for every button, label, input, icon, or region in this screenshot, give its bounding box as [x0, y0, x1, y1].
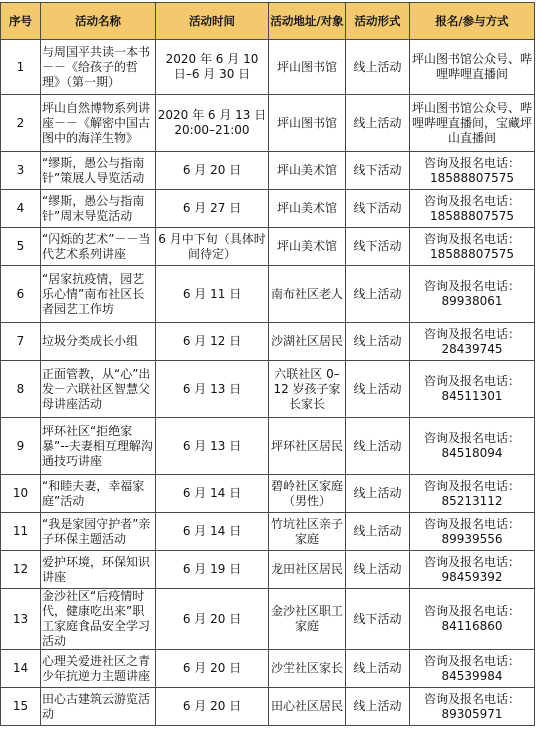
cell-activity-place: 六联社区 0–12 岁孩子家长家长: [269, 361, 346, 418]
cell-signup-method: 咨询及报名电话：89938061: [410, 266, 535, 323]
cell-activity-name: 坪环社区“拒绝家暴”--夫妻相互理解沟通技巧讲座: [41, 418, 156, 475]
cell-activity-place: 坪山图书馆: [269, 95, 346, 152]
cell-no: 5: [1, 228, 41, 266]
cell-no: 1: [1, 40, 41, 95]
cell-no: 9: [1, 418, 41, 475]
table-row: [1, 418, 535, 475]
col-header-no: 序号: [1, 3, 41, 40]
cell-activity-form: 线下活动: [346, 228, 410, 266]
col-header-name: 活动名称: [41, 3, 156, 40]
cell-signup-method: 坪山图书馆公众号、哔哩哔哩直播间，宝藏坪山直播间: [410, 95, 535, 152]
cell-activity-name: “和睦夫妻，幸福家庭”活动: [41, 475, 156, 513]
cell-activity-time: 6 月 14 日: [156, 475, 269, 513]
cell-signup-method: 咨询及报名电话：18588807575: [410, 190, 535, 228]
cell-activity-time: 6 月 20 日: [156, 688, 269, 726]
cell-activity-place: 龙田社区居民: [269, 551, 346, 589]
cell-signup-method: 咨询及报名电话：84539984: [410, 650, 535, 688]
table-row: [1, 361, 535, 418]
cell-no: 15: [1, 688, 41, 726]
cell-activity-form: 线上活动: [346, 418, 410, 475]
cell-activity-name: 金沙社区“后疫情时代，健康吃出来”职工家庭食品安全学习活动: [41, 589, 156, 650]
cell-activity-name: 心理关爱进社区之青少年抗逆力主题讲座: [41, 650, 156, 688]
table-row: [1, 266, 535, 323]
cell-no: 11: [1, 513, 41, 551]
cell-no: 13: [1, 589, 41, 650]
col-header-time: 活动时间: [156, 3, 269, 40]
cell-activity-name: 正面管教，从“心”出发－六联社区智慧父母讲座活动: [41, 361, 156, 418]
cell-signup-method: 咨询及报名电话：84518094: [410, 418, 535, 475]
cell-activity-place: 田心社区居民: [269, 688, 346, 726]
cell-activity-place: 坪山图书馆: [269, 40, 346, 95]
cell-no: 6: [1, 266, 41, 323]
col-header-form: 活动形式: [346, 3, 410, 40]
cell-activity-place: 碧岭社区家庭（男性）: [269, 475, 346, 513]
cell-signup-method: 咨询及报名电话：84511301: [410, 361, 535, 418]
cell-activity-name: 坪山自然博物系列讲座－－《解密中国古图中的海洋生物》: [41, 95, 156, 152]
cell-activity-place: 沙坣社区家长: [269, 650, 346, 688]
cell-signup-method: 咨询及报名电话：28439745: [410, 323, 535, 361]
table-row: [1, 190, 535, 228]
cell-no: 7: [1, 323, 41, 361]
cell-activity-name: “缪斯，愚公与指南针”周末导览活动: [41, 190, 156, 228]
cell-signup-method: 咨询及报名电话：89305971: [410, 688, 535, 726]
cell-activity-form: 线上活动: [346, 361, 410, 418]
cell-activity-time: 6 月 20 日: [156, 589, 269, 650]
cell-activity-form: 线上活动: [346, 266, 410, 323]
cell-no: 8: [1, 361, 41, 418]
cell-activity-form: 线下活动: [346, 589, 410, 650]
cell-activity-form: 线上活动: [346, 551, 410, 589]
cell-activity-name: 田心古建筑云游览活动: [41, 688, 156, 726]
cell-activity-form: 线下活动: [346, 152, 410, 190]
cell-activity-time: 6 月 20 日: [156, 152, 269, 190]
cell-activity-place: 坪山美术馆: [269, 152, 346, 190]
cell-activity-form: 线上活动: [346, 688, 410, 726]
cell-signup-method: 坪山图书馆公众号、哔哩哔哩直播间: [410, 40, 535, 95]
cell-signup-method: 咨询及报名电话：98459392: [410, 551, 535, 589]
table-row: [1, 152, 535, 190]
cell-activity-form: 线上活动: [346, 323, 410, 361]
cell-no: 2: [1, 95, 41, 152]
table-row: [1, 323, 535, 361]
cell-activity-time: 6 月 20 日: [156, 650, 269, 688]
cell-no: 14: [1, 650, 41, 688]
table-row: [1, 688, 535, 726]
cell-activity-place: 南布社区老人: [269, 266, 346, 323]
cell-activity-name: 垃圾分类成长小组: [41, 323, 156, 361]
cell-activity-name: “闪烁的艺术”－－当代艺术系列讲座: [41, 228, 156, 266]
cell-signup-method: 咨询及报名电话：84116860: [410, 589, 535, 650]
cell-activity-time: 6 月 27 日: [156, 190, 269, 228]
table-row: [1, 475, 535, 513]
table-row: [1, 551, 535, 589]
table-body: [1, 40, 535, 726]
cell-activity-time: 2020 年 6 月 10 日–6 月 30 日: [156, 40, 269, 95]
cell-no: 4: [1, 190, 41, 228]
cell-activity-time: 6 月 12 日: [156, 323, 269, 361]
cell-activity-name: “缪斯，愚公与指南针”策展人导览活动: [41, 152, 156, 190]
cell-activity-place: 坪环社区居民: [269, 418, 346, 475]
cell-activity-form: 线上活动: [346, 95, 410, 152]
cell-activity-place: 坪山美术馆: [269, 190, 346, 228]
cell-activity-name: 与周国平共读一本书－－《给孩子的哲理》（第一期）: [41, 40, 156, 95]
table-row: [1, 40, 535, 95]
cell-signup-method: 咨询及报名电话：89939556: [410, 513, 535, 551]
cell-activity-place: 金沙社区职工家庭: [269, 589, 346, 650]
cell-activity-place: 坪山美术馆: [269, 228, 346, 266]
cell-activity-time: 6 月 13 日: [156, 361, 269, 418]
cell-activity-time: 6 月中下旬（具体时间待定）: [156, 228, 269, 266]
cell-activity-time: 2020 年 6 月 13 日 20:00–21:00: [156, 95, 269, 152]
activity-table-container: [0, 2, 534, 726]
table-row: [1, 228, 535, 266]
col-header-place: 活动地址/对象: [269, 3, 346, 40]
cell-activity-name: 爱护环境，环保知识讲座: [41, 551, 156, 589]
cell-activity-form: 线上活动: [346, 475, 410, 513]
table-row: [1, 513, 535, 551]
cell-activity-name: “居家抗疫情，园艺乐心情”南布社区长者园艺工作坊: [41, 266, 156, 323]
cell-activity-time: 6 月 11 日: [156, 266, 269, 323]
col-header-signup: 报名/参与方式: [410, 3, 535, 40]
table-row: [1, 589, 535, 650]
cell-signup-method: 咨询及报名电话：85213112: [410, 475, 535, 513]
cell-activity-name: “我是家园守护者”亲子环保主题活动: [41, 513, 156, 551]
cell-signup-method: 咨询及报名电话：18588807575: [410, 152, 535, 190]
activity-table: [0, 2, 535, 726]
header-row: [1, 3, 535, 40]
cell-no: 10: [1, 475, 41, 513]
cell-signup-method: 咨询及报名电话：18588807575: [410, 228, 535, 266]
cell-activity-form: 线上活动: [346, 513, 410, 551]
cell-activity-place: 沙湖社区居民: [269, 323, 346, 361]
cell-activity-time: 6 月 13 日: [156, 418, 269, 475]
table-row: [1, 650, 535, 688]
table-row: [1, 95, 535, 152]
cell-activity-time: 6 月 19 日: [156, 551, 269, 589]
cell-activity-place: 竹坑社区亲子家庭: [269, 513, 346, 551]
cell-activity-time: 6 月 14 日: [156, 513, 269, 551]
cell-activity-form: 线上活动: [346, 40, 410, 95]
cell-activity-form: 线下活动: [346, 190, 410, 228]
cell-no: 12: [1, 551, 41, 589]
cell-activity-form: 线上活动: [346, 650, 410, 688]
cell-no: 3: [1, 152, 41, 190]
